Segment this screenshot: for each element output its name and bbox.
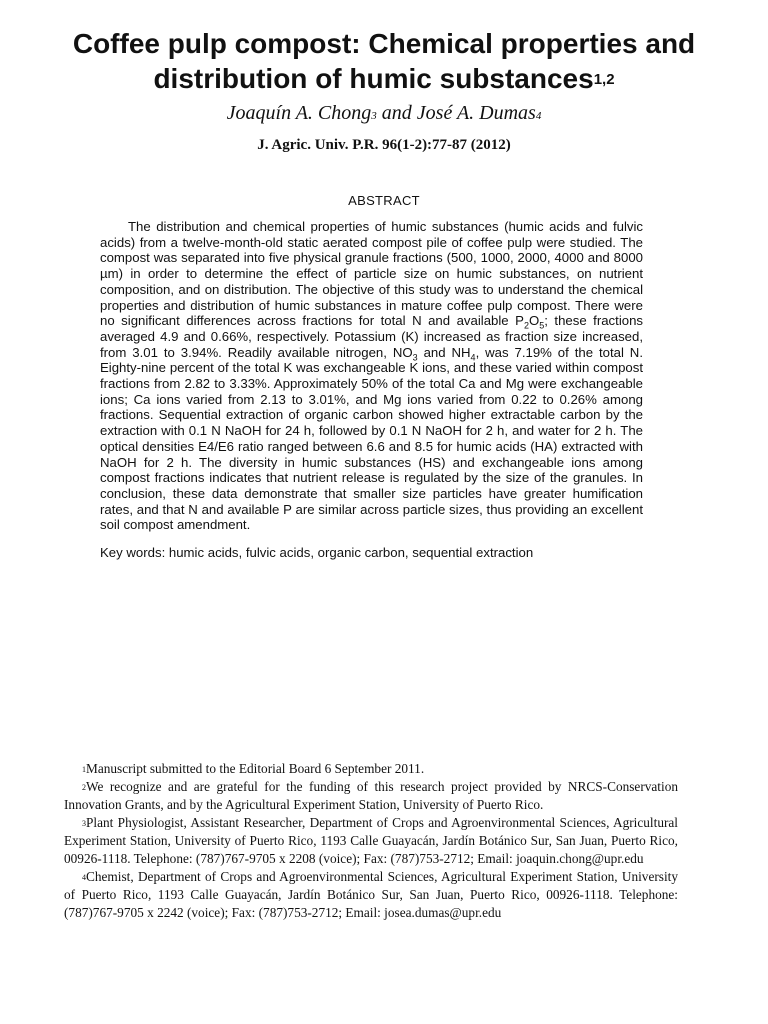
author-dumas: José A. Dumas [416,102,536,124]
abstract-block [100,219,643,561]
title-footnote-marks: 1,2 [593,71,615,88]
footnote-text: We recognize and are grateful for the funding of this research project provided by NRCS-Conservation Innovation Grants, and by the Agricultural Experiment Station, University of Puerto Rico. [64,779,678,812]
footnote-text: Plant Physiologist, Assistant Researcher, Department of Crops and Agroenvironmental Sciences, Agricultural Experiment Station, University of Puerto Rico, 1193 Calle Guayacán, Jardín Botánico Sur, San Juan, Puerto Rico, 00926-1118. Telephone: (787)767-9705 x 2208 (voice); Fax: (787)753-2712; Email: joaquin.chong@upr.edu [64,815,678,866]
journal-citation: J. Agric. Univ. P.R. 96(1-2):77-87 (2012) [257,137,511,153]
paper-title [40,26,728,96]
abstract-heading: ABSTRACT [348,193,420,208]
abstract-text-part: O [528,313,540,329]
abstract-subscript: 5 [539,320,545,331]
author-line [40,100,728,126]
author-chong: Joaquín A. Chong [226,102,372,124]
footnote-mark: 4 [82,873,86,882]
footnotes [64,760,678,922]
keywords: Key words: humic acids, fulvic acids, organic carbon, sequential extraction [100,545,534,561]
abstract-subscript: 4 [470,352,476,363]
footnote [64,760,678,778]
author-conjunction: and [376,102,417,124]
abstract-text-part: The distribution and chemical properties of humic substances (humic acids and fulvic acids) from a twelve-month-old static aerated compost pile of coffee pulp were studied. The compost was separated into five physical granule fractions (500, 1000, 2000, 4000 and 8000 µm) in order to determine the effect of particle size on humic substances, on nutrient composition, and on distribution. The objective of this study was to understand the chemical properties and distribution of humic substances in mature coffee pulp compost. There were no significant differences across fractions for total N and available P [100,219,643,329]
footnote-mark: 3 [82,819,86,828]
footnote [64,868,678,922]
footnote [64,778,678,814]
abstract-subscript: 3 [412,352,418,363]
abstract-subscript: 2 [523,320,529,331]
title-text: Coffee pulp compost: Chemical properties and distribution of humic substances [72,28,696,94]
abstract-body [100,219,643,533]
footnote-text: Chemist, Department of Crops and Agroenvironmental Sciences, Agricultural Experiment Station, University of Puerto Rico, 1193 Calle Guayacán, Jardín Botánico Sur, San Juan, Puerto Rico, 00926-1118. Telephone: (787)767-9705 x 2242 (voice); Fax: (787)753-2712; Email: josea.dumas@upr.edu [64,869,678,920]
author-chong-footnote-mark: 3 [371,110,377,122]
footnote [64,814,678,868]
footnote-text: Manuscript submitted to the Editorial Board 6 September 2011. [86,761,425,776]
footnote-mark: 2 [82,783,86,792]
abstract-text-part: ; these fractions averaged 4.9 and 0.66%, respectively. Potassium (K) increased as fraction size increased, from 3.01 to 3.94%. Readily available nitrogen, NO [100,313,644,360]
abstract-text-part: and NH [417,344,471,360]
footnote-mark: 1 [82,765,86,774]
abstract-text-part: , was 7.19% of the total N. Eighty-nine percent of the total K was exchangeable K ions, and these varied within compost fractions from 2.82 to 3.33%. Approximately 50% of the total Ca and Mg were exchangeable ions; Ca ions varied from 2.13 to 3.01%, and Mg ions varied from 0.22 to 0.26% among fractions. Sequential extraction of organic carbon showed higher extractable carbon by the extraction with 0.1 N NaOH for 24 h, followed by 0.1 N NaOH for 2 h, and water for 2 h. The optical densities E4/E6 ratio ranged between 6.6 and 8.5 for humic acids (HA) extracted with NaOH for 2 h. The diversity in humic substances (HS) and exchangeable ions among compost fractions indicates that nutrient release is regulated by the size of the granules. In conclusion, these data demonstrate that smaller size particles have greater humification rates, and that N and available P are similar across particle sizes, thus providing an excellent soil compost amendment. [100,344,643,533]
author-dumas-footnote-mark: 4 [535,110,542,122]
